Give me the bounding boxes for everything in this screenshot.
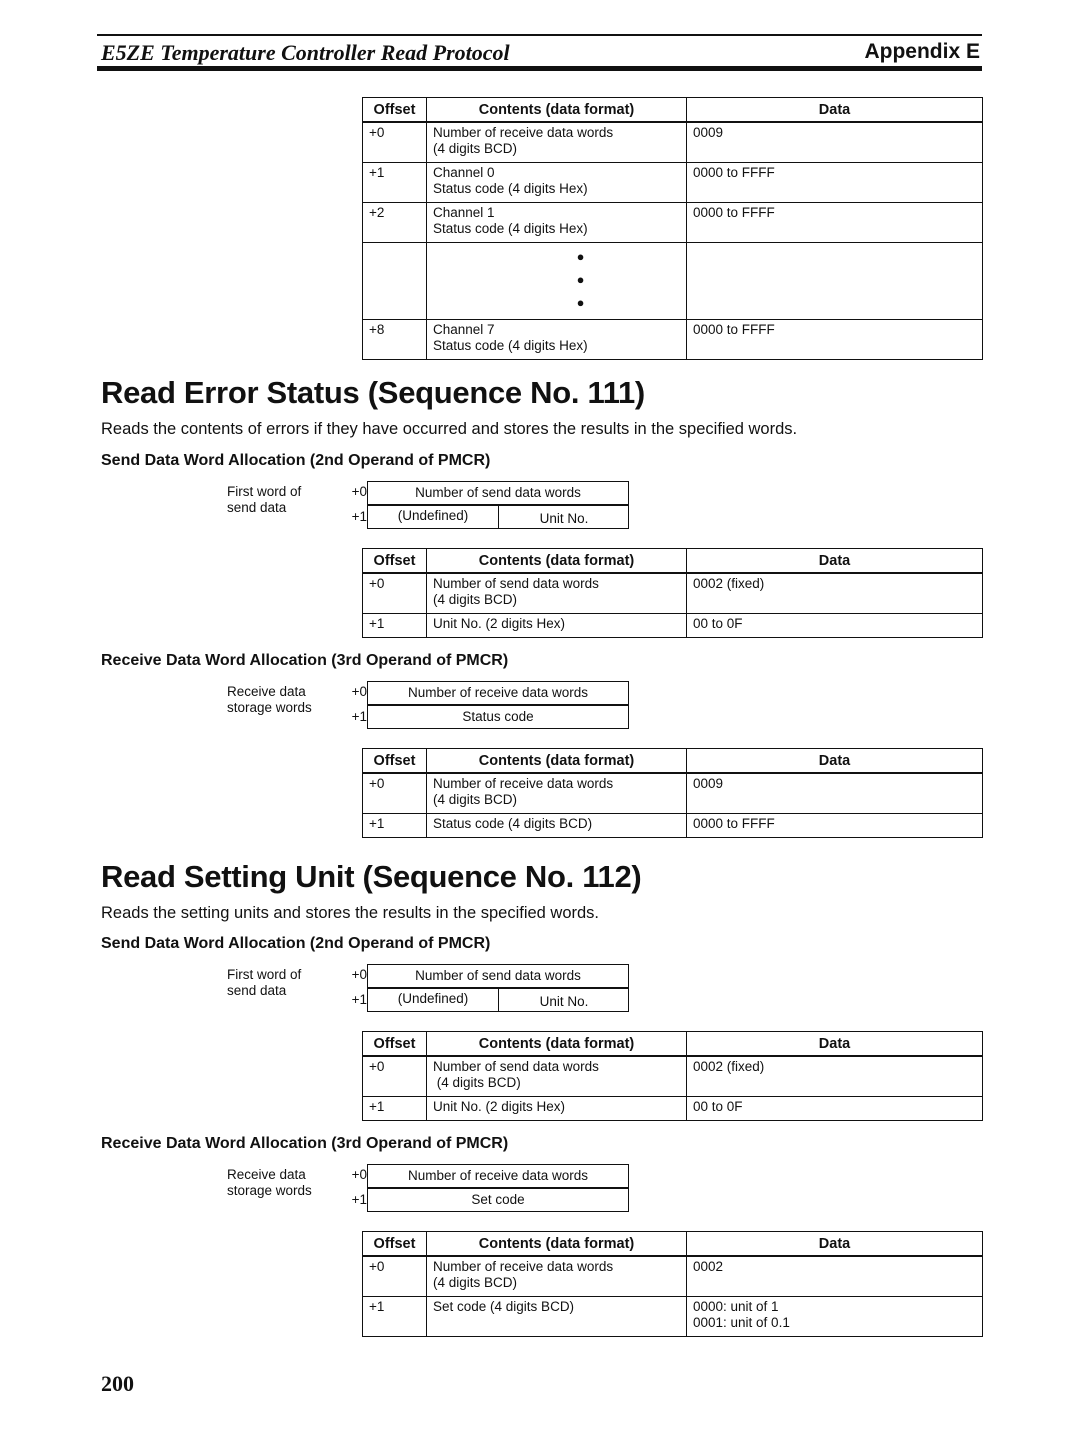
word-offset: +1: [351, 709, 367, 724]
column-header-data: Data: [687, 749, 983, 774]
table-row: [363, 614, 983, 638]
contents-cell: Unit No. (2 digits Hex): [427, 614, 687, 638]
receive-allocation-heading-111: Receive Data Word Allocation (3rd Operand of PMCR): [101, 652, 509, 669]
receive-data-table-continued: [362, 97, 983, 360]
offset-cell: +1: [363, 814, 427, 838]
data-cell: 0009: [687, 122, 983, 163]
contents-cell: Set code (4 digits BCD): [427, 1297, 687, 1337]
contents-cell: Channel 0 Status code (4 digits Hex): [427, 163, 687, 203]
offset-cell: +2: [363, 203, 427, 243]
offset-cell: +1: [363, 614, 427, 638]
table-row: [363, 814, 983, 838]
allocation-label: Receive data storage words: [227, 684, 312, 715]
data-cell: 0000 to FFFF: [687, 320, 983, 360]
column-header-data: Data: [687, 1232, 983, 1257]
column-header-offset: Offset: [363, 1232, 427, 1257]
receive-data-table-111: [362, 748, 983, 838]
appendix-label: Appendix E: [864, 40, 980, 63]
page-number: 200: [101, 1371, 134, 1396]
table-row: [363, 320, 983, 360]
allocation-label: First word of send data: [227, 967, 302, 998]
column-header-contents: Contents (data format): [427, 98, 687, 123]
allocation-word-0: Number of send data words: [367, 964, 629, 988]
allocation-word-0: Number of send data words: [367, 481, 629, 505]
column-header-data: Data: [687, 98, 983, 123]
unit-no-field: Unit No.: [539, 994, 589, 1009]
send-allocation-heading-111: Send Data Word Allocation (2nd Operand of PMCR): [101, 452, 491, 469]
data-cell: 0000 to FFFF: [687, 814, 983, 838]
offset-cell: +0: [363, 122, 427, 163]
column-header-offset: Offset: [363, 1032, 427, 1057]
column-header-data: Data: [687, 1032, 983, 1057]
offset-cell: +1: [363, 163, 427, 203]
vertical-ellipsis: ● ● ●: [427, 243, 687, 320]
column-header-offset: Offset: [363, 98, 427, 123]
offset-cell: +0: [363, 1056, 427, 1097]
send-allocation-heading-112: Send Data Word Allocation (2nd Operand of PMCR): [101, 935, 491, 952]
receive-data-table-112: [362, 1231, 983, 1337]
word-offset: +1: [351, 992, 367, 1007]
contents-cell: Unit No. (2 digits Hex): [427, 1097, 687, 1121]
offset-cell: +1: [363, 1097, 427, 1121]
column-header-contents: Contents (data format): [427, 749, 687, 774]
contents-cell: Number of receive data words (4 digits BCD): [427, 773, 687, 814]
contents-cell: Channel 7 Status code (4 digits Hex): [427, 320, 687, 360]
data-cell: 0002: [687, 1256, 983, 1297]
section-description-112: Reads the setting units and stores the results in the specified words.: [101, 904, 600, 922]
receive-allocation-heading-112: Receive Data Word Allocation (3rd Operand of PMCR): [101, 1135, 509, 1152]
table-row: [363, 203, 983, 243]
unit-no-field: Unit No.: [539, 511, 589, 526]
column-header-offset: Offset: [363, 749, 427, 774]
contents-cell: Number of send data words (4 digits BCD): [427, 573, 687, 614]
column-header-data: Data: [687, 549, 983, 574]
allocation-word-1: [367, 505, 629, 529]
ellipsis-row: [363, 243, 983, 320]
table-row: [363, 573, 983, 614]
table-row: [363, 1297, 983, 1337]
word-offset: +0: [351, 1167, 367, 1182]
contents-cell: Number of receive data words (4 digits BCD): [427, 122, 687, 163]
offset-cell: +1: [363, 1297, 427, 1337]
offset-cell: +0: [363, 773, 427, 814]
data-cell: 00 to 0F: [687, 1097, 983, 1121]
contents-cell: Number of send data words (4 digits BCD): [427, 1056, 687, 1097]
allocation-label: First word of send data: [227, 484, 302, 515]
data-cell: 0002 (fixed): [687, 1056, 983, 1097]
undefined-field: (Undefined): [397, 991, 469, 1006]
header-bottom-rule: [97, 66, 982, 71]
send-data-table-111: [362, 548, 983, 638]
word-offset: +1: [351, 1192, 367, 1207]
table-row: [363, 163, 983, 203]
allocation-word-1: Status code: [367, 705, 629, 729]
data-cell: 0000 to FFFF: [687, 163, 983, 203]
section-title-112: Read Setting Unit (Sequence No. 112): [101, 859, 642, 894]
table-row: [363, 1256, 983, 1297]
data-cell: 0000: unit of 1 0001: unit of 0.1: [687, 1297, 983, 1337]
allocation-word-0: Number of receive data words: [367, 1164, 629, 1188]
offset-cell: +0: [363, 573, 427, 614]
section-title-111: Read Error Status (Sequence No. 111): [101, 375, 645, 410]
offset-cell: +8: [363, 320, 427, 360]
column-header-contents: Contents (data format): [427, 1232, 687, 1257]
word-offset: +0: [351, 484, 367, 499]
word-offset: +0: [351, 967, 367, 982]
contents-cell: Number of receive data words (4 digits BCD): [427, 1256, 687, 1297]
table-row: [363, 1056, 983, 1097]
allocation-word-0: Number of receive data words: [367, 681, 629, 705]
word-offset: +1: [351, 509, 367, 524]
header-top-rule: [97, 34, 982, 36]
section-description-111: Reads the contents of errors if they have occurred and stores the results in the specified words.: [101, 420, 798, 438]
data-cell: 0000 to FFFF: [687, 203, 983, 243]
table-row: [363, 773, 983, 814]
data-cell: 00 to 0F: [687, 614, 983, 638]
table-row: [363, 122, 983, 163]
column-header-contents: Contents (data format): [427, 549, 687, 574]
running-header-title: E5ZE Temperature Controller Read Protocol: [101, 40, 510, 65]
contents-cell: Channel 1 Status code (4 digits Hex): [427, 203, 687, 243]
allocation-word-1: Set code: [367, 1188, 629, 1212]
send-data-table-112: [362, 1031, 983, 1121]
data-cell: 0009: [687, 773, 983, 814]
column-header-offset: Offset: [363, 549, 427, 574]
contents-cell: Status code (4 digits BCD): [427, 814, 687, 838]
undefined-field: (Undefined): [397, 508, 469, 523]
column-header-contents: Contents (data format): [427, 1032, 687, 1057]
word-offset: +0: [351, 684, 367, 699]
offset-cell: +0: [363, 1256, 427, 1297]
table-row: [363, 1097, 983, 1121]
allocation-label: Receive data storage words: [227, 1167, 312, 1198]
allocation-word-1: [367, 988, 629, 1012]
data-cell: 0002 (fixed): [687, 573, 983, 614]
